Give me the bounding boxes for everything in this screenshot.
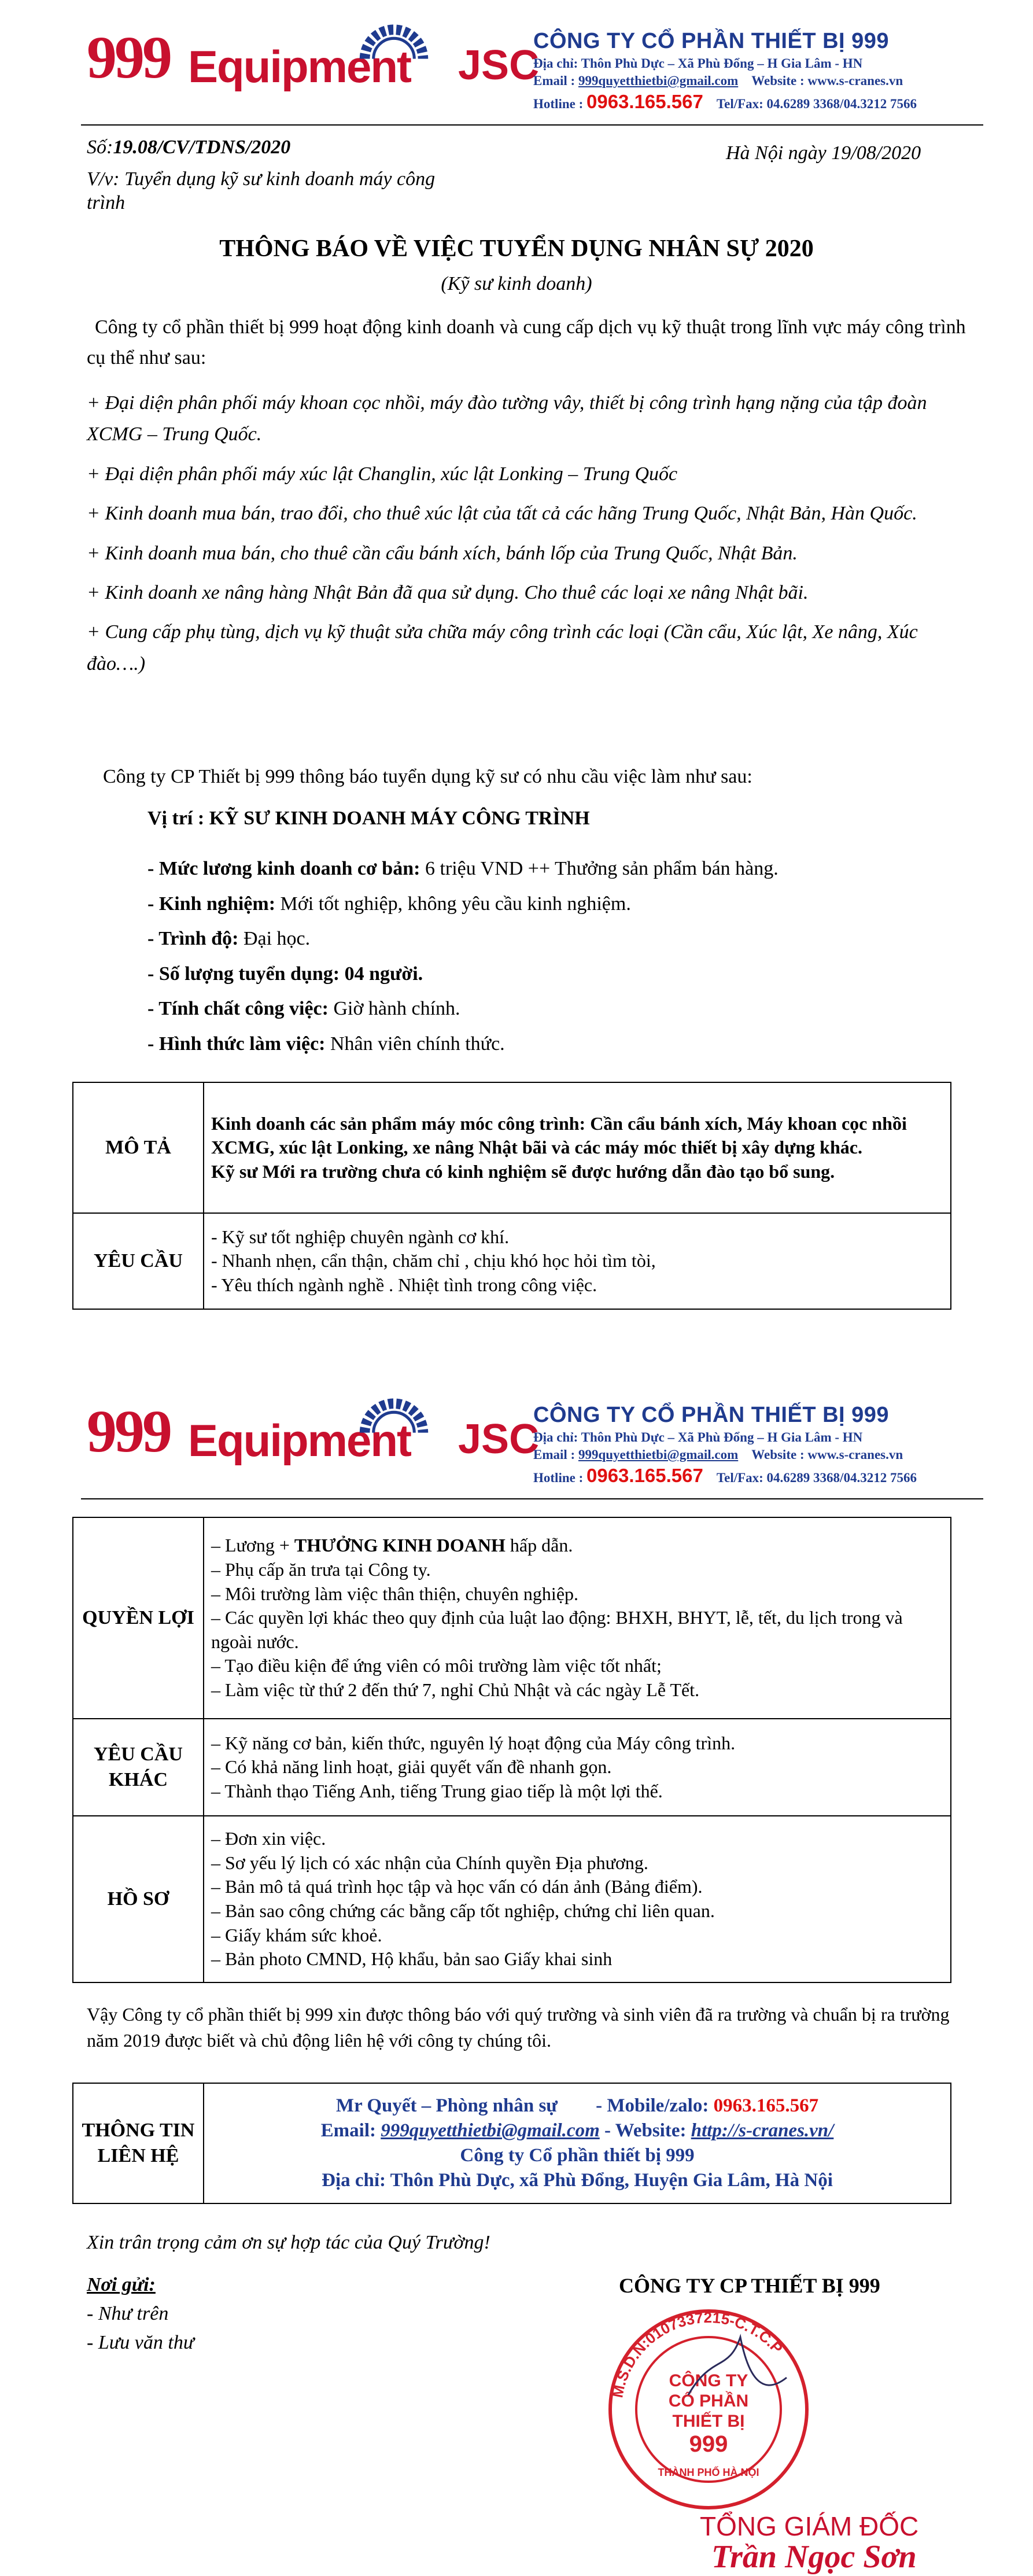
- contact-mobile: 0963.165.567: [713, 2095, 819, 2117]
- sign-company: CÔNG TY CP THIẾT BỊ 999: [619, 2274, 880, 2297]
- table-row: [73, 1719, 951, 1816]
- job-details: [147, 852, 957, 1062]
- yeucaukhac-content: – Kỹ năng cơ bản, kiến thức, nguyên lý hoạt động của Máy công trình. – Có khả năng linh hoạt, giải quyết vấn đề nhanh gọn. – Thành thạo Tiếng Anh, tiếng Trung giao tiếp là một lợi thế.: [204, 1719, 951, 1816]
- hotline-number: 0963.165.567: [586, 1465, 703, 1486]
- logo-equipment: Equipment: [188, 41, 411, 92]
- intro-paragraph: Công ty cổ phần thiết bị 999 hoạt động kinh doanh và cung cấp dịch vụ kỹ thuật trong lĩnh vực máy công trình cụ thể như sau:: [87, 316, 966, 368]
- mota-content: Kinh doanh các sản phẩm máy móc công trình: Cần cẩu bánh xích, Máy khoan cọc nhồi XCMG, xúc lật Lonking, xe nâng Nhật bãi và các máy móc thiết bị xây dựng khác. Kỹ sư Mới ra trường chưa có kinh nghiệm sẽ được hướng dẫn đào tạo bổ sung.: [204, 1082, 951, 1213]
- table-row: [73, 2083, 951, 2203]
- doc-subject: V/v: Tuyển dụng kỹ sư kinh doanh máy công trình: [87, 168, 436, 213]
- contact-header: THÔNG TIN LIÊN HỆ: [73, 2083, 204, 2203]
- activity-item: + Đại diện phân phối máy xúc lật Changlin, xúc lật Lonking – Trung Quốc: [87, 463, 678, 485]
- stamp-city: THÀNH PHỐ HÀ NỘI: [658, 2467, 759, 2478]
- header-rule: [81, 1498, 983, 1499]
- stamp-ring-text: M.S.D.N:0107337215-C.T.C.P: [608, 2308, 787, 2400]
- logo-number: 999: [87, 24, 170, 91]
- contact-address: Địa chỉ: Thôn Phù Dực, xã Phù Đổng, Huyện Gia Lâm, Hà Nội: [322, 2169, 833, 2191]
- stamp-line: CỔ PHẦN: [668, 2391, 749, 2411]
- contact-website-link[interactable]: http://s-cranes.vn/: [691, 2120, 834, 2142]
- detail-item: - Kinh nghiệm: Mới tốt nghiệp, không yêu cầu kinh nghiệm.: [147, 893, 631, 915]
- detail-item: - Hình thức làm việc: Nhân viên chính thức.: [147, 1033, 505, 1055]
- table-row: [73, 1517, 951, 1719]
- activity-item: + Kinh doanh mua bán, trao đổi, cho thuê xúc lật của tất cả các hãng Trung Quốc, Nhật Bản, Hàn Quốc.: [87, 503, 917, 525]
- benefits-table: [72, 1517, 951, 1983]
- page-title: THÔNG BÁO VỀ VIỆC TUYỂN DỤNG NHÂN SỰ 2020: [219, 235, 814, 262]
- logo-equipment: Equipment: [188, 1415, 411, 1466]
- table-row: [73, 1082, 951, 1213]
- contact-table: [72, 2083, 951, 2204]
- contact-content: Mr Quyết – Phòng nhân sự - Mobile/zalo: 0963.165.567 Email: 999quyetthietbi@gmail.com - Website: http://s-cranes.vn/ Công ty Cổ phần thiết bị 999 Địa chỉ: Thôn Phù Dực, xã Phù Đổng, Huyện Gia Lâm, Hà Nội: [204, 2083, 951, 2203]
- yeucaukhac-header: YÊU CẦU KHÁC: [73, 1719, 204, 1816]
- logo-jsc: JSC: [458, 1416, 540, 1462]
- stamp-number: 999: [689, 2431, 728, 2457]
- table-row: [73, 1213, 951, 1309]
- hoso-content: – Đơn xin việc. – Sơ yếu lý lịch có xác nhận của Chính quyền Địa phương. – Bản mô tả quá trình học tập và học vấn có dán ảnh (Bảng điểm). – Bản sao công chứng các bằng cấp tốt nghiệp, chứng chỉ liên quan. – Giấy khám sức khoẻ. – Bản photo CMND, Hộ khẩu, bản sao Giấy khai sinh: [204, 1816, 951, 1982]
- gear-icon: [357, 1389, 430, 1462]
- header-rule: [81, 124, 983, 126]
- activity-item: + Cung cấp phụ tùng, dịch vụ kỹ thuật sửa chữa máy công trình các loại (Cần cẩu, Xúc lật, Xe nâng, Xúc đào….): [87, 621, 918, 675]
- company-logo: [87, 1397, 540, 1466]
- noi-gui-item: - Lưu văn thư: [87, 2332, 194, 2353]
- company-logo: [87, 23, 540, 93]
- doc-number: Số:19.08/CV/TDNS/2020: [87, 137, 291, 158]
- thanks-line: Xin trân trọng cảm ơn sự hợp tác của Quý Trường!: [87, 2232, 490, 2253]
- telfax-text: Tel/Fax: 04.6289 3368/04.3212 7566: [716, 1471, 917, 1485]
- company-address: Địa chỉ: Thôn Phù Dực – Xã Phù Đổng – H Gia Lâm - HN: [533, 1430, 863, 1444]
- company-name: CÔNG TY CỔ PHẦN THIẾT BỊ 999: [533, 1403, 890, 1427]
- activity-item: + Kinh doanh xe nâng hàng Nhật Bản đã qua sử dụng. Cho thuê các loại xe nâng Nhật bãi.: [87, 581, 809, 603]
- website-text: Website : www.s-cranes.vn: [751, 1447, 903, 1462]
- email-link[interactable]: 999quyetthietbi@gmail.com: [578, 73, 739, 88]
- page-subtitle: (Kỹ sư kinh doanh): [441, 273, 592, 294]
- stamp-line: THIẾT BỊ: [672, 2412, 745, 2431]
- contact-person: Mr Quyết – Phòng nhân sự: [335, 2095, 558, 2117]
- signer-title: TỔNG GIÁM ĐỐC: [700, 2511, 919, 2541]
- signer-name: Trần Ngọc Sơn: [711, 2539, 917, 2575]
- position-line: Vị trí : KỸ SƯ KINH DOANH MÁY CÔNG TRÌNH: [147, 808, 590, 829]
- quyenloi-content: – Lương + THƯỞNG KINH DOANH hấp dẫn. – Phụ cấp ăn trưa tại Công ty. – Môi trường làm việc thân thiện, chuyên nghiệp. – Các quyền lợi khác theo quy định của luật lao động: BHXH, BHYT, lễ, tết, du lịch trong và ngoài nước. – Tạo điều kiện để ứng viên có môi trường làm việc tốt nhất; – Làm việc từ thứ 2 đến thứ 7, nghỉ Chủ Nhật và các ngày Lễ Tết.: [204, 1517, 951, 1719]
- activity-item: + Kinh doanh mua bán, cho thuê cần cẩu bánh xích, bánh lốp của Trung Quốc, Nhật Bản.: [87, 542, 798, 564]
- yeucau-content: - Kỹ sư tốt nghiệp chuyên ngành cơ khí. - Nhanh nhẹn, cẩn thận, chăm chỉ , chịu khó học hỏi tìm tòi, - Yêu thích ngành nghề . Nhiệt tình trong công việc.: [204, 1213, 951, 1309]
- logo-number: 999: [87, 1398, 170, 1465]
- company-contact-line: Email : 999quyetthietbi@gmail.com Website : www.s-cranes.vn: [533, 1447, 903, 1462]
- company-info: [533, 1403, 984, 1487]
- quyenloi-header: QUYỀN LỢI: [73, 1517, 204, 1719]
- company-contact-line: Email : 999quyetthietbi@gmail.com Website : www.s-cranes.vn: [533, 73, 903, 88]
- stamp-line: CÔNG TY: [669, 2371, 748, 2390]
- company-hotline-line: Hotline : 0963.165.567 Tel/Fax: 04.6289 3368/04.3212 7566: [533, 1465, 917, 1486]
- hoso-header: HỒ SƠ: [73, 1816, 204, 1982]
- announcement: Công ty CP Thiết bị 999 thông báo tuyển dụng kỹ sư có nhu cầu việc làm như sau:: [103, 766, 752, 787]
- contact-company: Công ty Cổ phần thiết bị 999: [460, 2145, 695, 2166]
- gear-icon: [357, 15, 430, 88]
- website-text: Website : www.s-cranes.vn: [751, 73, 903, 88]
- letterhead-page2: [0, 1391, 1033, 1501]
- detail-item: - Trình độ: Đại học.: [147, 928, 311, 950]
- contact-email-link[interactable]: 999quyetthietbi@gmail.com: [381, 2120, 600, 2142]
- detail-item: - Số lượng tuyển dụng: 04 người.: [147, 963, 423, 985]
- doc-date: Hà Nội ngày 19/08/2020: [726, 142, 921, 164]
- closing-paragraph: Vậy Công ty cổ phần thiết bị 999 xin được thông báo với quý trường và sinh viên đã ra trường và chuẩn bị ra trường năm 2019 được biết và chủ động liên hệ với công ty chúng tôi.: [87, 2004, 950, 2051]
- telfax-text: Tel/Fax: 04.6289 3368/04.3212 7566: [716, 97, 917, 111]
- email-link[interactable]: 999quyetthietbi@gmail.com: [578, 1447, 739, 1462]
- company-name: CÔNG TY CỔ PHẦN THIẾT BỊ 999: [533, 29, 890, 53]
- company-hotline-line: Hotline : 0963.165.567 Tel/Fax: 04.6289 3368/04.3212 7566: [533, 91, 917, 112]
- activity-list: [87, 388, 977, 680]
- position-title: KỸ SƯ KINH DOANH MÁY CÔNG TRÌNH: [209, 808, 590, 829]
- mota-header: MÔ TẢ: [73, 1082, 204, 1213]
- logo-jsc: JSC: [458, 42, 540, 89]
- company-stamp: [602, 2302, 816, 2516]
- hotline-number: 0963.165.567: [586, 91, 703, 112]
- detail-item: - Tính chất công việc: Giờ hành chính.: [147, 998, 460, 1020]
- company-info: [533, 29, 984, 113]
- detail-item: - Mức lương kinh doanh cơ bản: 6 triệu VND ++ Thưởng sản phẩm bán hàng.: [147, 858, 779, 879]
- job-table: [72, 1082, 951, 1310]
- noi-gui-label: Nơi gửi:: [87, 2274, 156, 2295]
- noi-gui-item: - Như trên: [87, 2303, 169, 2324]
- activity-item: + Đại diện phân phối máy khoan cọc nhồi, máy đào tường vây, thiết bị công trình hạng nặng của tập đoàn XCMG – Trung Quốc.: [87, 392, 927, 445]
- company-address: Địa chỉ: Thôn Phù Dực – Xã Phù Đổng – H Gia Lâm - HN: [533, 56, 863, 71]
- letterhead-top: [0, 17, 1033, 127]
- yeucau-header: YÊU CẦU: [73, 1213, 204, 1309]
- table-row: [73, 1816, 951, 1982]
